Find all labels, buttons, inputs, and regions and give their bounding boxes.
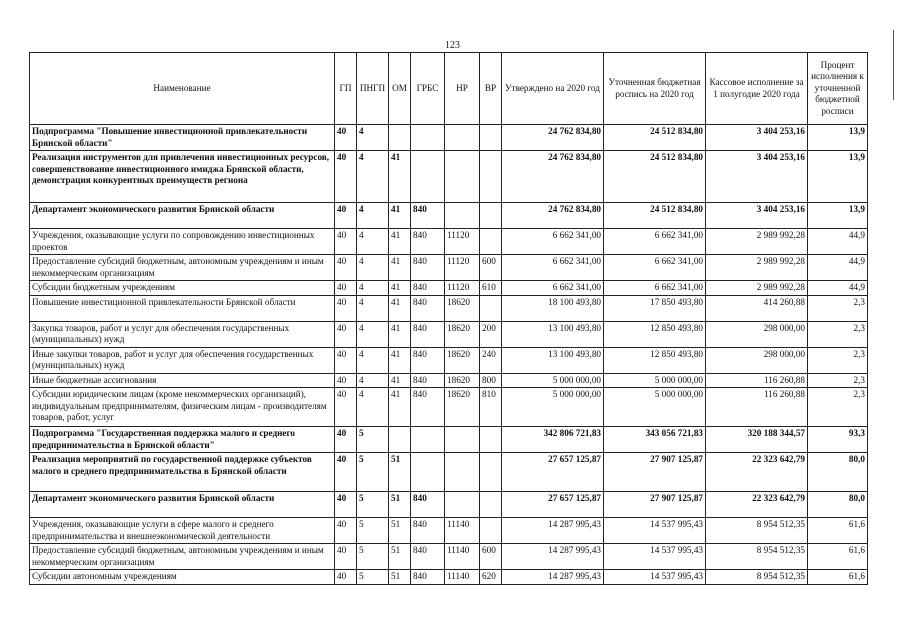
cell-grbs: 840 [411, 544, 445, 570]
cell-cash: 298 000,00 [706, 321, 808, 347]
cell-gp: 40 [335, 544, 357, 570]
cell-name: Предоставление субсидий бюджетным, автономным учреждениям и иным некоммерческим организациям [30, 544, 335, 570]
cell-grbs: 840 [411, 492, 445, 518]
cell-om: 41 [389, 388, 411, 427]
cell-om: 41 [389, 321, 411, 347]
cell-name: Реализация мероприятий по государственной поддержке субъектов малого и среднего предпринимательства в Брянской области [30, 453, 335, 492]
cell-name: Субсидии автономным учреждениям [30, 570, 335, 585]
page-number: 123 [445, 40, 460, 51]
table-row [30, 125, 868, 151]
cell-nr [445, 125, 480, 151]
cell-pgp: 4 [357, 321, 389, 347]
cell-percent: 13,9 [808, 203, 868, 229]
cell-gp: 40 [335, 427, 357, 453]
table-row [30, 453, 868, 492]
cell-cash: 8 954 512,35 [706, 570, 808, 585]
cell-om: 41 [389, 347, 411, 373]
cell-pgp: 4 [357, 203, 389, 229]
cell-grbs [411, 125, 445, 151]
cell-gp: 40 [335, 492, 357, 518]
cell-grbs: 840 [411, 229, 445, 255]
cell-nr: 11120 [445, 229, 480, 255]
header-cash: Кассовое исполнение за 1 полугодие 2020 года [706, 53, 808, 125]
cell-grbs: 840 [411, 518, 445, 544]
cell-pgp: 4 [357, 229, 389, 255]
cell-om: 41 [389, 229, 411, 255]
cell-vr [480, 151, 502, 203]
cell-vr: 600 [480, 255, 502, 281]
cell-name: Учреждения, оказывающие услуги в сфере малого и среднего предпринимательства и внешнеэкономической деятельности [30, 518, 335, 544]
cell-specified: 24 512 834,80 [604, 125, 706, 151]
table-row [30, 229, 868, 255]
cell-pgp: 4 [357, 281, 389, 296]
cell-om: 41 [389, 151, 411, 203]
cell-cash: 2 989 992,28 [706, 255, 808, 281]
header-approved: Утверждено на 2020 год [502, 53, 604, 125]
cell-nr: 11140 [445, 518, 480, 544]
cell-nr: 18620 [445, 388, 480, 427]
cell-specified: 27 907 125,87 [604, 492, 706, 518]
cell-vr [480, 295, 502, 321]
cell-specified: 5 000 000,00 [604, 388, 706, 427]
cell-grbs: 840 [411, 373, 445, 388]
cell-name: Подпрограмма "Повышение инвестиционной привлекательности Брянской области" [30, 125, 335, 151]
table-row [30, 151, 868, 203]
cell-percent: 61,6 [808, 518, 868, 544]
cell-approved: 5 000 000,00 [502, 373, 604, 388]
cell-om [389, 125, 411, 151]
cell-approved: 27 657 125,87 [502, 492, 604, 518]
table-row [30, 347, 868, 373]
header-gp: ГП [335, 53, 357, 125]
cell-grbs [411, 453, 445, 492]
cell-specified: 27 907 125,87 [604, 453, 706, 492]
cell-grbs: 840 [411, 203, 445, 229]
cell-percent: 93,3 [808, 427, 868, 453]
cell-pgp: 4 [357, 125, 389, 151]
cell-approved: 13 100 493,80 [502, 347, 604, 373]
cell-specified: 343 056 721,83 [604, 427, 706, 453]
cell-pgp: 4 [357, 373, 389, 388]
cell-nr [445, 203, 480, 229]
cell-specified: 24 512 834,80 [604, 203, 706, 229]
cell-vr: 800 [480, 373, 502, 388]
cell-gp: 40 [335, 295, 357, 321]
cell-percent: 44,9 [808, 229, 868, 255]
cell-approved: 13 100 493,80 [502, 321, 604, 347]
cell-approved: 5 000 000,00 [502, 388, 604, 427]
cell-gp: 40 [335, 373, 357, 388]
cell-name: Субсидии бюджетным учреждениям [30, 281, 335, 296]
cell-cash: 298 000,00 [706, 347, 808, 373]
cell-nr: 11140 [445, 544, 480, 570]
cell-approved: 6 662 341,00 [502, 229, 604, 255]
cell-name: Подпрограмма "Государственная поддержка малого и среднего предпринимательства в Брянской области" [30, 427, 335, 453]
cell-specified: 17 850 493,80 [604, 295, 706, 321]
cell-specified: 24 512 834,80 [604, 151, 706, 203]
cell-cash: 8 954 512,35 [706, 544, 808, 570]
cell-approved: 6 662 341,00 [502, 281, 604, 296]
cell-name: Реализация инструментов для привлечения инвестиционных ресурсов, совершенствование инвестиционного имиджа Брянской области, демонстрация конкурентных преимуществ региона [30, 151, 335, 203]
cell-specified: 5 000 000,00 [604, 373, 706, 388]
cell-gp: 40 [335, 229, 357, 255]
table-row [30, 255, 868, 281]
cell-nr [445, 453, 480, 492]
cell-vr: 200 [480, 321, 502, 347]
cell-grbs: 840 [411, 295, 445, 321]
table-row [30, 321, 868, 347]
cell-gp: 40 [335, 388, 357, 427]
cell-pgp: 5 [357, 518, 389, 544]
cell-grbs: 840 [411, 281, 445, 296]
cell-grbs: 840 [411, 388, 445, 427]
cell-vr [480, 518, 502, 544]
cell-gp: 40 [335, 347, 357, 373]
cell-grbs [411, 151, 445, 203]
cell-percent: 80,0 [808, 453, 868, 492]
cell-approved: 18 100 493,80 [502, 295, 604, 321]
table-row [30, 203, 868, 229]
cell-cash: 22 323 642,79 [706, 492, 808, 518]
cell-vr: 240 [480, 347, 502, 373]
table-row [30, 544, 868, 570]
cell-vr: 810 [480, 388, 502, 427]
cell-pgp: 5 [357, 492, 389, 518]
header-name: Наименование [30, 53, 335, 125]
cell-cash: 320 188 344,57 [706, 427, 808, 453]
table-row [30, 427, 868, 453]
budget-table [29, 52, 868, 585]
cell-gp: 40 [335, 321, 357, 347]
cell-pgp: 5 [357, 453, 389, 492]
cell-om: 51 [389, 492, 411, 518]
cell-cash: 116 260,88 [706, 373, 808, 388]
cell-specified: 12 850 493,80 [604, 321, 706, 347]
cell-vr: 620 [480, 570, 502, 585]
cell-name: Субсидии юридическим лицам (кроме некоммерческих организаций), индивидуальным предпринимателям, физическим лицам - производителям товаров, работ, услуг [30, 388, 335, 427]
table-row [30, 281, 868, 296]
cell-name: Повышение инвестиционной привлекательности Брянской области [30, 295, 335, 321]
cell-gp: 40 [335, 281, 357, 296]
cell-pgp: 4 [357, 347, 389, 373]
cell-cash: 3 404 253,16 [706, 125, 808, 151]
table-row [30, 388, 868, 427]
header-row [30, 53, 868, 125]
cell-nr [445, 427, 480, 453]
cell-pgp: 5 [357, 427, 389, 453]
table-row [30, 492, 868, 518]
cell-cash: 116 260,88 [706, 388, 808, 427]
cell-cash: 8 954 512,35 [706, 518, 808, 544]
cell-cash: 414 260,88 [706, 295, 808, 321]
cell-approved: 24 762 834,80 [502, 151, 604, 203]
cell-specified: 12 850 493,80 [604, 347, 706, 373]
table-row [30, 295, 868, 321]
cell-percent: 2,3 [808, 347, 868, 373]
cell-nr: 18620 [445, 295, 480, 321]
cell-vr [480, 492, 502, 518]
cell-nr: 11140 [445, 570, 480, 585]
cell-gp: 40 [335, 518, 357, 544]
cell-pgp: 5 [357, 544, 389, 570]
header-specified: Уточненная бюджетная роспись на 2020 год [604, 53, 706, 125]
cell-vr: 610 [480, 281, 502, 296]
cell-percent: 2,3 [808, 388, 868, 427]
cell-om: 41 [389, 203, 411, 229]
cell-grbs: 840 [411, 570, 445, 585]
cell-approved: 14 287 995,43 [502, 570, 604, 585]
table-row [30, 373, 868, 388]
cell-cash: 3 404 253,16 [706, 203, 808, 229]
cell-grbs: 840 [411, 255, 445, 281]
cell-approved: 14 287 995,43 [502, 544, 604, 570]
cell-name: Учреждения, оказывающие услуги по сопровождению инвестиционных проектов [30, 229, 335, 255]
cell-approved: 24 762 834,80 [502, 203, 604, 229]
cell-gp: 40 [335, 125, 357, 151]
cell-om [389, 427, 411, 453]
cell-specified: 14 537 995,43 [604, 518, 706, 544]
cell-name: Департамент экономического развития Брянской области [30, 492, 335, 518]
cell-om: 41 [389, 295, 411, 321]
cell-nr [445, 492, 480, 518]
header-grbs: ГРБС [411, 53, 445, 125]
cell-approved: 27 657 125,87 [502, 453, 604, 492]
cell-approved: 24 762 834,80 [502, 125, 604, 151]
cell-name: Предоставление субсидий бюджетным, автономным учреждениям и иным некоммерческим организациям [30, 255, 335, 281]
cell-specified: 14 537 995,43 [604, 570, 706, 585]
table-body [30, 125, 868, 585]
cell-gp: 40 [335, 151, 357, 203]
cell-nr [445, 151, 480, 203]
cell-vr [480, 427, 502, 453]
cell-vr [480, 125, 502, 151]
cell-grbs: 840 [411, 347, 445, 373]
table-row [30, 570, 868, 585]
cell-gp: 40 [335, 255, 357, 281]
cell-pgp: 4 [357, 255, 389, 281]
cell-gp: 40 [335, 570, 357, 585]
cell-percent: 80,0 [808, 492, 868, 518]
cell-specified: 6 662 341,00 [604, 281, 706, 296]
cell-gp: 40 [335, 203, 357, 229]
cell-name: Иные бюджетные ассигнования [30, 373, 335, 388]
cell-om: 51 [389, 544, 411, 570]
cell-gp: 40 [335, 453, 357, 492]
cell-nr: 11120 [445, 255, 480, 281]
cell-specified: 14 537 995,43 [604, 544, 706, 570]
cell-percent: 2,3 [808, 321, 868, 347]
cell-grbs [411, 427, 445, 453]
cell-approved: 14 287 995,43 [502, 518, 604, 544]
cell-om: 51 [389, 518, 411, 544]
cell-pgp: 5 [357, 570, 389, 585]
cell-percent: 44,9 [808, 281, 868, 296]
cell-pgp: 4 [357, 151, 389, 203]
cell-om: 51 [389, 453, 411, 492]
cell-nr: 18620 [445, 347, 480, 373]
cell-vr [480, 229, 502, 255]
cell-specified: 6 662 341,00 [604, 255, 706, 281]
cell-approved: 342 806 721,83 [502, 427, 604, 453]
cell-pgp: 4 [357, 295, 389, 321]
cell-cash: 2 989 992,28 [706, 229, 808, 255]
cell-nr: 11120 [445, 281, 480, 296]
header-vr: ВР [480, 53, 502, 125]
header-nr: НР [445, 53, 480, 125]
table-row [30, 518, 868, 544]
cell-vr [480, 453, 502, 492]
scan-edge-line [893, 30, 894, 100]
cell-approved: 6 662 341,00 [502, 255, 604, 281]
cell-specified: 6 662 341,00 [604, 229, 706, 255]
cell-cash: 2 989 992,28 [706, 281, 808, 296]
cell-name: Департамент экономического развития Брянской области [30, 203, 335, 229]
cell-om: 41 [389, 373, 411, 388]
cell-percent: 61,6 [808, 570, 868, 585]
cell-percent: 61,6 [808, 544, 868, 570]
cell-om: 41 [389, 281, 411, 296]
cell-nr: 18620 [445, 321, 480, 347]
cell-om: 41 [389, 255, 411, 281]
cell-name: Иные закупки товаров, работ и услуг для обеспечения государственных (муниципальных) нужд [30, 347, 335, 373]
cell-vr: 600 [480, 544, 502, 570]
header-om: ОМ [389, 53, 411, 125]
cell-cash: 22 323 642,79 [706, 453, 808, 492]
cell-vr [480, 203, 502, 229]
cell-grbs: 840 [411, 321, 445, 347]
cell-percent: 2,3 [808, 373, 868, 388]
cell-percent: 2,3 [808, 295, 868, 321]
cell-nr: 18620 [445, 373, 480, 388]
cell-percent: 13,9 [808, 125, 868, 151]
cell-om: 51 [389, 570, 411, 585]
header-percent: Процент исполнения к уточненной бюджетной росписи [808, 53, 868, 125]
cell-name: Закупка товаров, работ и услуг для обеспечения государственных (муниципальных) нужд [30, 321, 335, 347]
cell-cash: 3 404 253,16 [706, 151, 808, 203]
cell-pgp: 4 [357, 388, 389, 427]
cell-percent: 13,9 [808, 151, 868, 203]
header-pgp: ПНГП [357, 53, 389, 125]
cell-percent: 44,9 [808, 255, 868, 281]
